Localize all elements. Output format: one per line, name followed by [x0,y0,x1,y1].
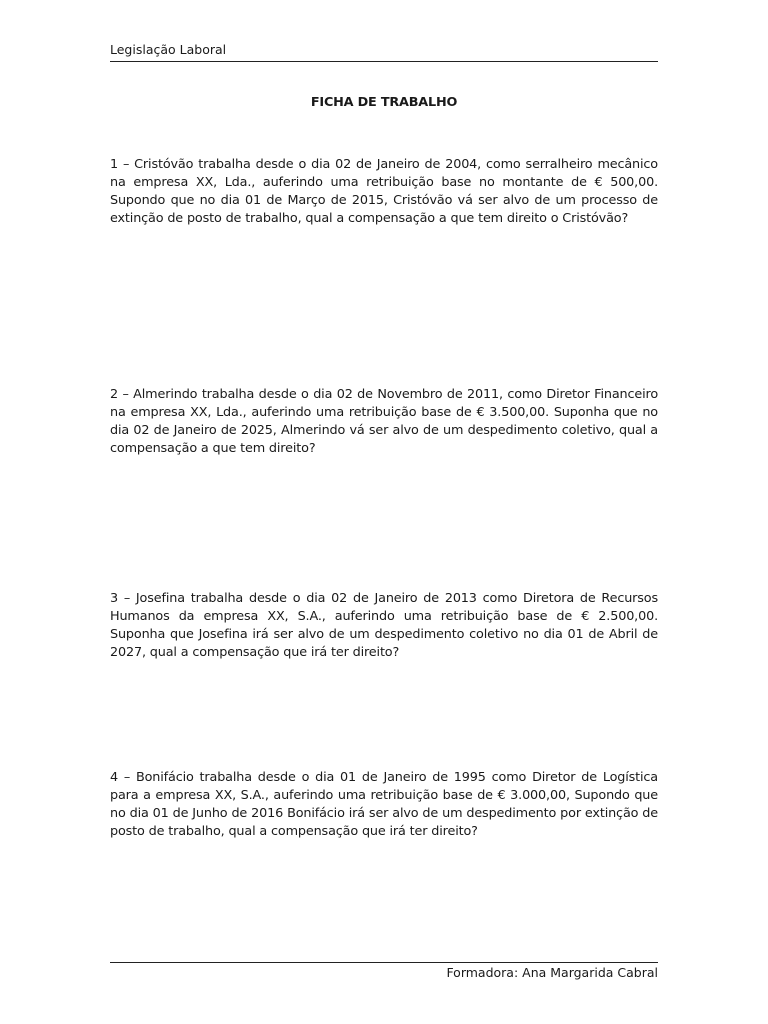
footer-divider [110,962,658,963]
question-1: 1 – Cristóvão trabalha desde o dia 02 de Janeiro de 2004, como serralheiro mecânico na empresa XX, Lda., auferindo uma retribuição base no montante de € 500,00. Supondo que no dia 01 de Março de 2015, Cristóvão vá ser alvo de um processo de extinção de posto de trabalho, qual a compensação a que tem direito o Cristóvão? [110,156,658,227]
document-title: FICHA DE TRABALHO [310,95,458,110]
question-2: 2 – Almerindo trabalha desde o dia 02 de Novembro de 2011, como Diretor Financeiro na empresa XX, Lda., auferindo uma retribuição base de € 3.500,00. Suponha que no dia 02 de Janeiro de 2025, Almerindo vá ser alvo de um despedimento coletivo, qual a compensação a que tem direito? [110,386,658,457]
question-4: 4 – Bonifácio trabalha desde o dia 01 de Janeiro de 1995 como Diretor de Logística para a empresa XX, S.A., auferindo uma retribuição base de € 3.000,00, Supondo que no dia 01 de Junho de 2016 Bonifácio irá ser alvo de um despedimento por extinção de posto de trabalho, qual a compensação que irá ter direito? [110,769,658,840]
page-header: Legislação Laboral [110,42,227,57]
header-divider [110,61,658,62]
question-3: 3 – Josefina trabalha desde o dia 02 de Janeiro de 2013 como Diretora de Recursos Humanos da empresa XX, S.A., auferindo uma retribuição base de € 2.500,00. Suponha que Josefina irá ser alvo de um despedimento coletivo no dia 01 de Abril de 2027, qual a compensação que irá ter direito? [110,590,658,661]
page-footer: Formadora: Ana Margarida Cabral [446,965,658,980]
